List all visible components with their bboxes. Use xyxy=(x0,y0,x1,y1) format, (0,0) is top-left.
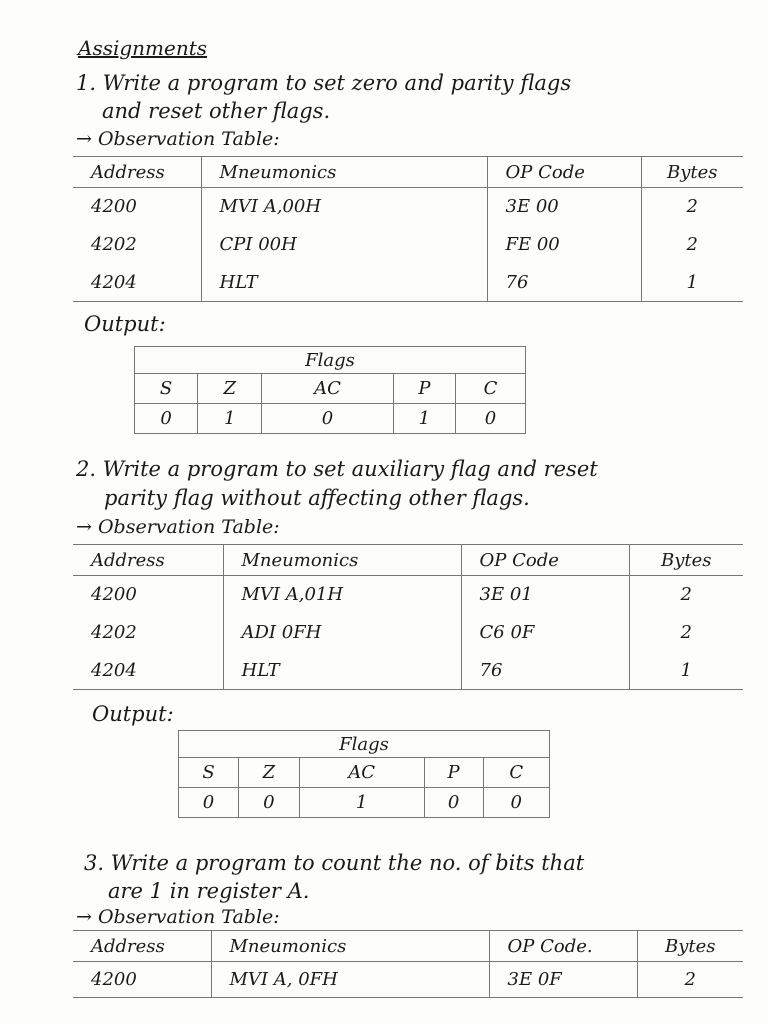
flag-value-cell: 0 xyxy=(179,788,239,818)
flags-caption: Flags xyxy=(135,347,526,374)
flag-value-cell: 1 xyxy=(299,788,424,818)
header-mnemonics: Mneumonics xyxy=(223,545,461,576)
mnemonic-cell: ADI 0FH xyxy=(223,614,461,652)
page-heading: Assignments xyxy=(78,36,208,60)
q1-observation-table xyxy=(73,156,743,302)
flag-name-cell: S xyxy=(135,374,198,404)
bytes-cell: 2 xyxy=(641,226,743,264)
header-address: Address xyxy=(73,157,201,188)
flag-value-cell: 0 xyxy=(455,404,525,434)
flag-values-row xyxy=(179,788,550,818)
opcode-cell: 3E 01 xyxy=(461,576,629,614)
opcode-cell: C6 0F xyxy=(461,614,629,652)
bytes-cell: 1 xyxy=(629,652,743,690)
flag-names-row xyxy=(135,374,526,404)
opcode-cell: 3E 00 xyxy=(487,188,641,226)
flag-name-cell: P xyxy=(393,374,455,404)
q3-observation-table xyxy=(73,930,743,998)
flag-value-cell: 1 xyxy=(198,404,262,434)
table-row xyxy=(73,962,743,998)
flag-value-cell: 0 xyxy=(238,788,299,818)
header-opcode: OP Code. xyxy=(489,931,637,962)
header-bytes: Bytes xyxy=(637,931,743,962)
header-opcode: OP Code xyxy=(461,545,629,576)
q3-line1: 3. Write a program to count the no. of bits that xyxy=(84,851,585,875)
q2-observation-table xyxy=(73,544,743,690)
flag-name-cell: Z xyxy=(198,374,262,404)
mnemonic-cell: CPI 00H xyxy=(201,226,487,264)
header-mnemonics: Mneumonics xyxy=(211,931,489,962)
q1-line2: and reset other flags. xyxy=(102,99,331,123)
table-row xyxy=(73,226,743,264)
q2-flags-table xyxy=(178,730,550,818)
bytes-cell: 2 xyxy=(641,188,743,226)
header-address: Address xyxy=(73,931,211,962)
opcode-cell: FE 00 xyxy=(487,226,641,264)
bytes-cell: 2 xyxy=(629,614,743,652)
q1-flags-table xyxy=(134,346,526,434)
header-bytes: Bytes xyxy=(629,545,743,576)
flag-name-cell: S xyxy=(179,758,239,788)
flag-value-cell: 0 xyxy=(135,404,198,434)
flag-name-cell: AC xyxy=(299,758,424,788)
flag-name-cell: AC xyxy=(262,374,394,404)
bytes-cell: 2 xyxy=(629,576,743,614)
mnemonic-cell: MVI A,01H xyxy=(223,576,461,614)
address-cell: 4204 xyxy=(73,264,201,302)
flags-caption: Flags xyxy=(179,731,550,758)
flag-name-cell: P xyxy=(424,758,483,788)
flag-value-cell: 0 xyxy=(424,788,483,818)
flag-name-cell: Z xyxy=(238,758,299,788)
address-cell: 4204 xyxy=(73,652,223,690)
address-cell: 4202 xyxy=(91,622,137,643)
table-row xyxy=(73,652,743,690)
flag-names-row xyxy=(179,758,550,788)
opcode-cell: 3E 0F xyxy=(489,962,637,998)
q2-observation-label: → Observation Table: xyxy=(76,516,280,538)
table-row xyxy=(73,188,743,226)
table-row xyxy=(73,576,743,614)
address-cell: 4200 xyxy=(91,584,137,606)
q1-output-label: Output: xyxy=(84,312,166,336)
table-header-row xyxy=(73,931,743,962)
q3-observation-label: → Observation Table: xyxy=(76,906,280,928)
q1-line1: 1. Write a program to set zero and parity flags xyxy=(76,71,572,95)
q2-line1: 2. Write a program to set auxiliary flag and reset xyxy=(76,457,598,481)
mnemonic-cell: MVI A, 0FH xyxy=(211,962,489,998)
table-row xyxy=(73,264,743,302)
flag-name-cell: C xyxy=(455,374,525,404)
flag-values-row xyxy=(135,404,526,434)
q3-line2: are 1 in register A. xyxy=(108,879,310,903)
flag-name-cell: C xyxy=(483,758,549,788)
address-cell: 4202 xyxy=(91,234,137,255)
flag-value-cell: 1 xyxy=(393,404,455,434)
flag-value-cell: 0 xyxy=(262,404,394,434)
bytes-cell: 1 xyxy=(641,264,743,302)
q1-observation-label: → Observation Table: xyxy=(76,128,280,150)
mnemonic-cell: HLT xyxy=(223,652,461,690)
address-cell: 4200 xyxy=(73,962,211,998)
q2-output-label: Output: xyxy=(92,702,174,726)
header-mnemonics: Mneumonics xyxy=(201,157,487,188)
bytes-cell: 2 xyxy=(637,962,743,998)
mnemonic-cell: HLT xyxy=(201,264,487,302)
q2-line2: parity flag without affecting other flags. xyxy=(104,486,530,510)
header-opcode: OP Code xyxy=(487,157,641,188)
opcode-cell: 76 xyxy=(487,264,641,302)
table-row xyxy=(73,614,743,652)
opcode-cell: 76 xyxy=(461,652,629,690)
table-header-row xyxy=(73,157,743,188)
mnemonic-cell: MVI A,00H xyxy=(201,188,487,226)
table-header-row xyxy=(73,545,743,576)
address-cell: 4200 xyxy=(91,196,137,218)
header-address: Address xyxy=(73,545,223,576)
flag-value-cell: 0 xyxy=(483,788,549,818)
header-bytes: Bytes xyxy=(641,157,743,188)
